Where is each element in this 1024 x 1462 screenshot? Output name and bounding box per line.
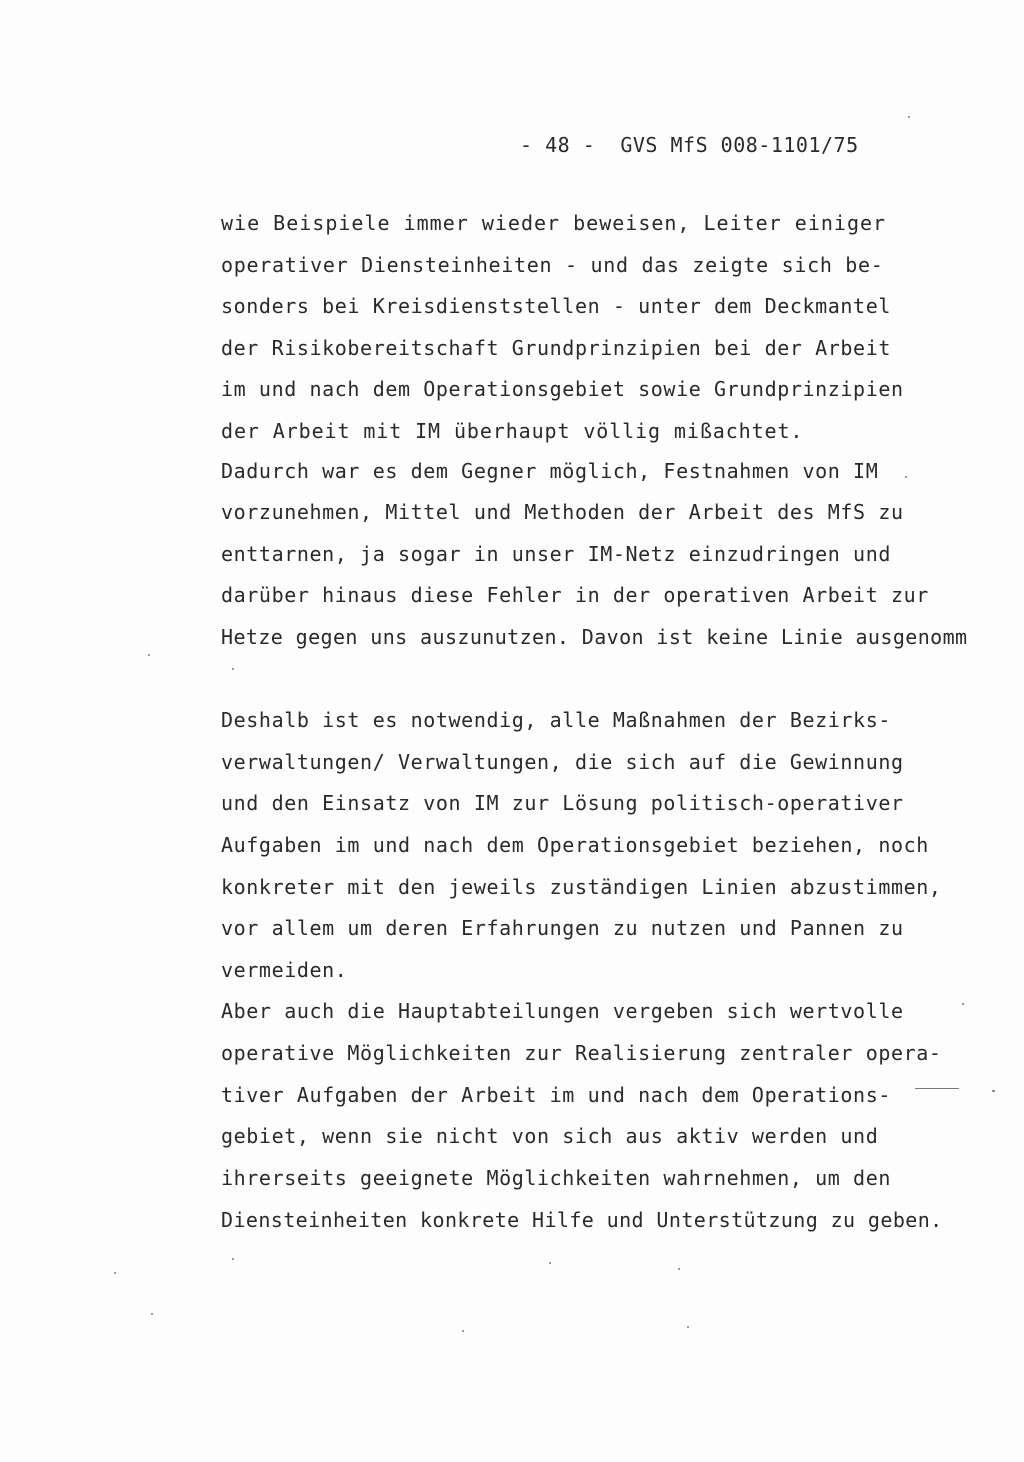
- text-line: vor allem um deren Erfahrungen zu nutzen und Pannen zu: [221, 916, 904, 940]
- scan-speck: [148, 654, 150, 656]
- scan-speck: [151, 1313, 153, 1315]
- text-line: vermeiden.: [221, 958, 348, 982]
- scan-speck: [114, 1272, 116, 1274]
- text-line: im und nach dem Operationsgebiet sowie Grundprinzipien: [221, 377, 904, 401]
- scan-speck: [992, 1090, 995, 1092]
- scan-speck: [908, 116, 910, 118]
- scan-speck: [549, 1262, 551, 1264]
- text-line: operative Möglichkeiten zur Realisierung zentraler opera-: [221, 1041, 942, 1065]
- text-line: darüber hinaus diese Fehler in der operativen Arbeit zur: [221, 583, 929, 607]
- text-line: Aber auch die Hauptabteilungen vergeben sich wertvolle: [221, 999, 904, 1023]
- text-line: sonders bei Kreisdienststellen - unter dem Deckmantel: [221, 294, 891, 318]
- text-line: operativer Diensteinheiten - und das zeigte sich be-: [221, 253, 884, 277]
- scan-speck: [962, 1003, 964, 1005]
- text-line: der Arbeit mit IM überhaupt völlig mißachtet.: [221, 419, 804, 443]
- text-line: Dadurch war es dem Gegner möglich, Festnahmen von IM: [221, 459, 879, 483]
- scan-speck: [232, 668, 234, 670]
- text-line: enttarnen, ja sogar in unser IM-Netz einzudringen und: [221, 542, 891, 566]
- text-line: gebiet, wenn sie nicht von sich aus aktiv werden und: [221, 1124, 879, 1148]
- text-line: Deshalb ist es notwendig, alle Maßnahmen der Bezirks-: [221, 708, 891, 732]
- scan-speck: [915, 1088, 959, 1089]
- text-line: vorzunehmen, Mittel und Methoden der Arbeit des MfS zu: [221, 500, 904, 524]
- text-line: wie Beispiele immer wieder beweisen, Leiter einiger: [221, 211, 887, 235]
- text-line: Aufgaben im und nach dem Operationsgebiet beziehen, noch: [221, 833, 929, 857]
- scan-speck: [462, 1330, 464, 1332]
- text-line: tiver Aufgaben der Arbeit im und nach dem Operations-: [221, 1083, 891, 1107]
- text-line: verwaltungen/ Verwaltungen, die sich auf die Gewinnung: [221, 750, 904, 774]
- page-header: - 48 - GVS MfS 008-1101/75: [520, 133, 859, 157]
- text-line: und den Einsatz von IM zur Lösung politisch-operativer: [221, 791, 904, 815]
- text-line: Hetze gegen uns auszunutzen. Davon ist keine Linie ausgenomm: [221, 625, 968, 649]
- scan-speck: [678, 1268, 680, 1270]
- scan-speck: [905, 476, 907, 478]
- text-line: Diensteinheiten konkrete Hilfe und Unterstützung zu geben.: [221, 1208, 943, 1232]
- text-line: der Risikobereitschaft Grundprinzipien bei der Arbeit: [221, 336, 891, 360]
- scan-speck: [687, 1326, 689, 1328]
- text-line: ihrerseits geeignete Möglichkeiten wahrnehmen, um den: [221, 1166, 891, 1190]
- scan-speck: [232, 1258, 234, 1260]
- text-line: konkreter mit den jeweils zuständigen Linien abzustimmen,: [221, 875, 942, 899]
